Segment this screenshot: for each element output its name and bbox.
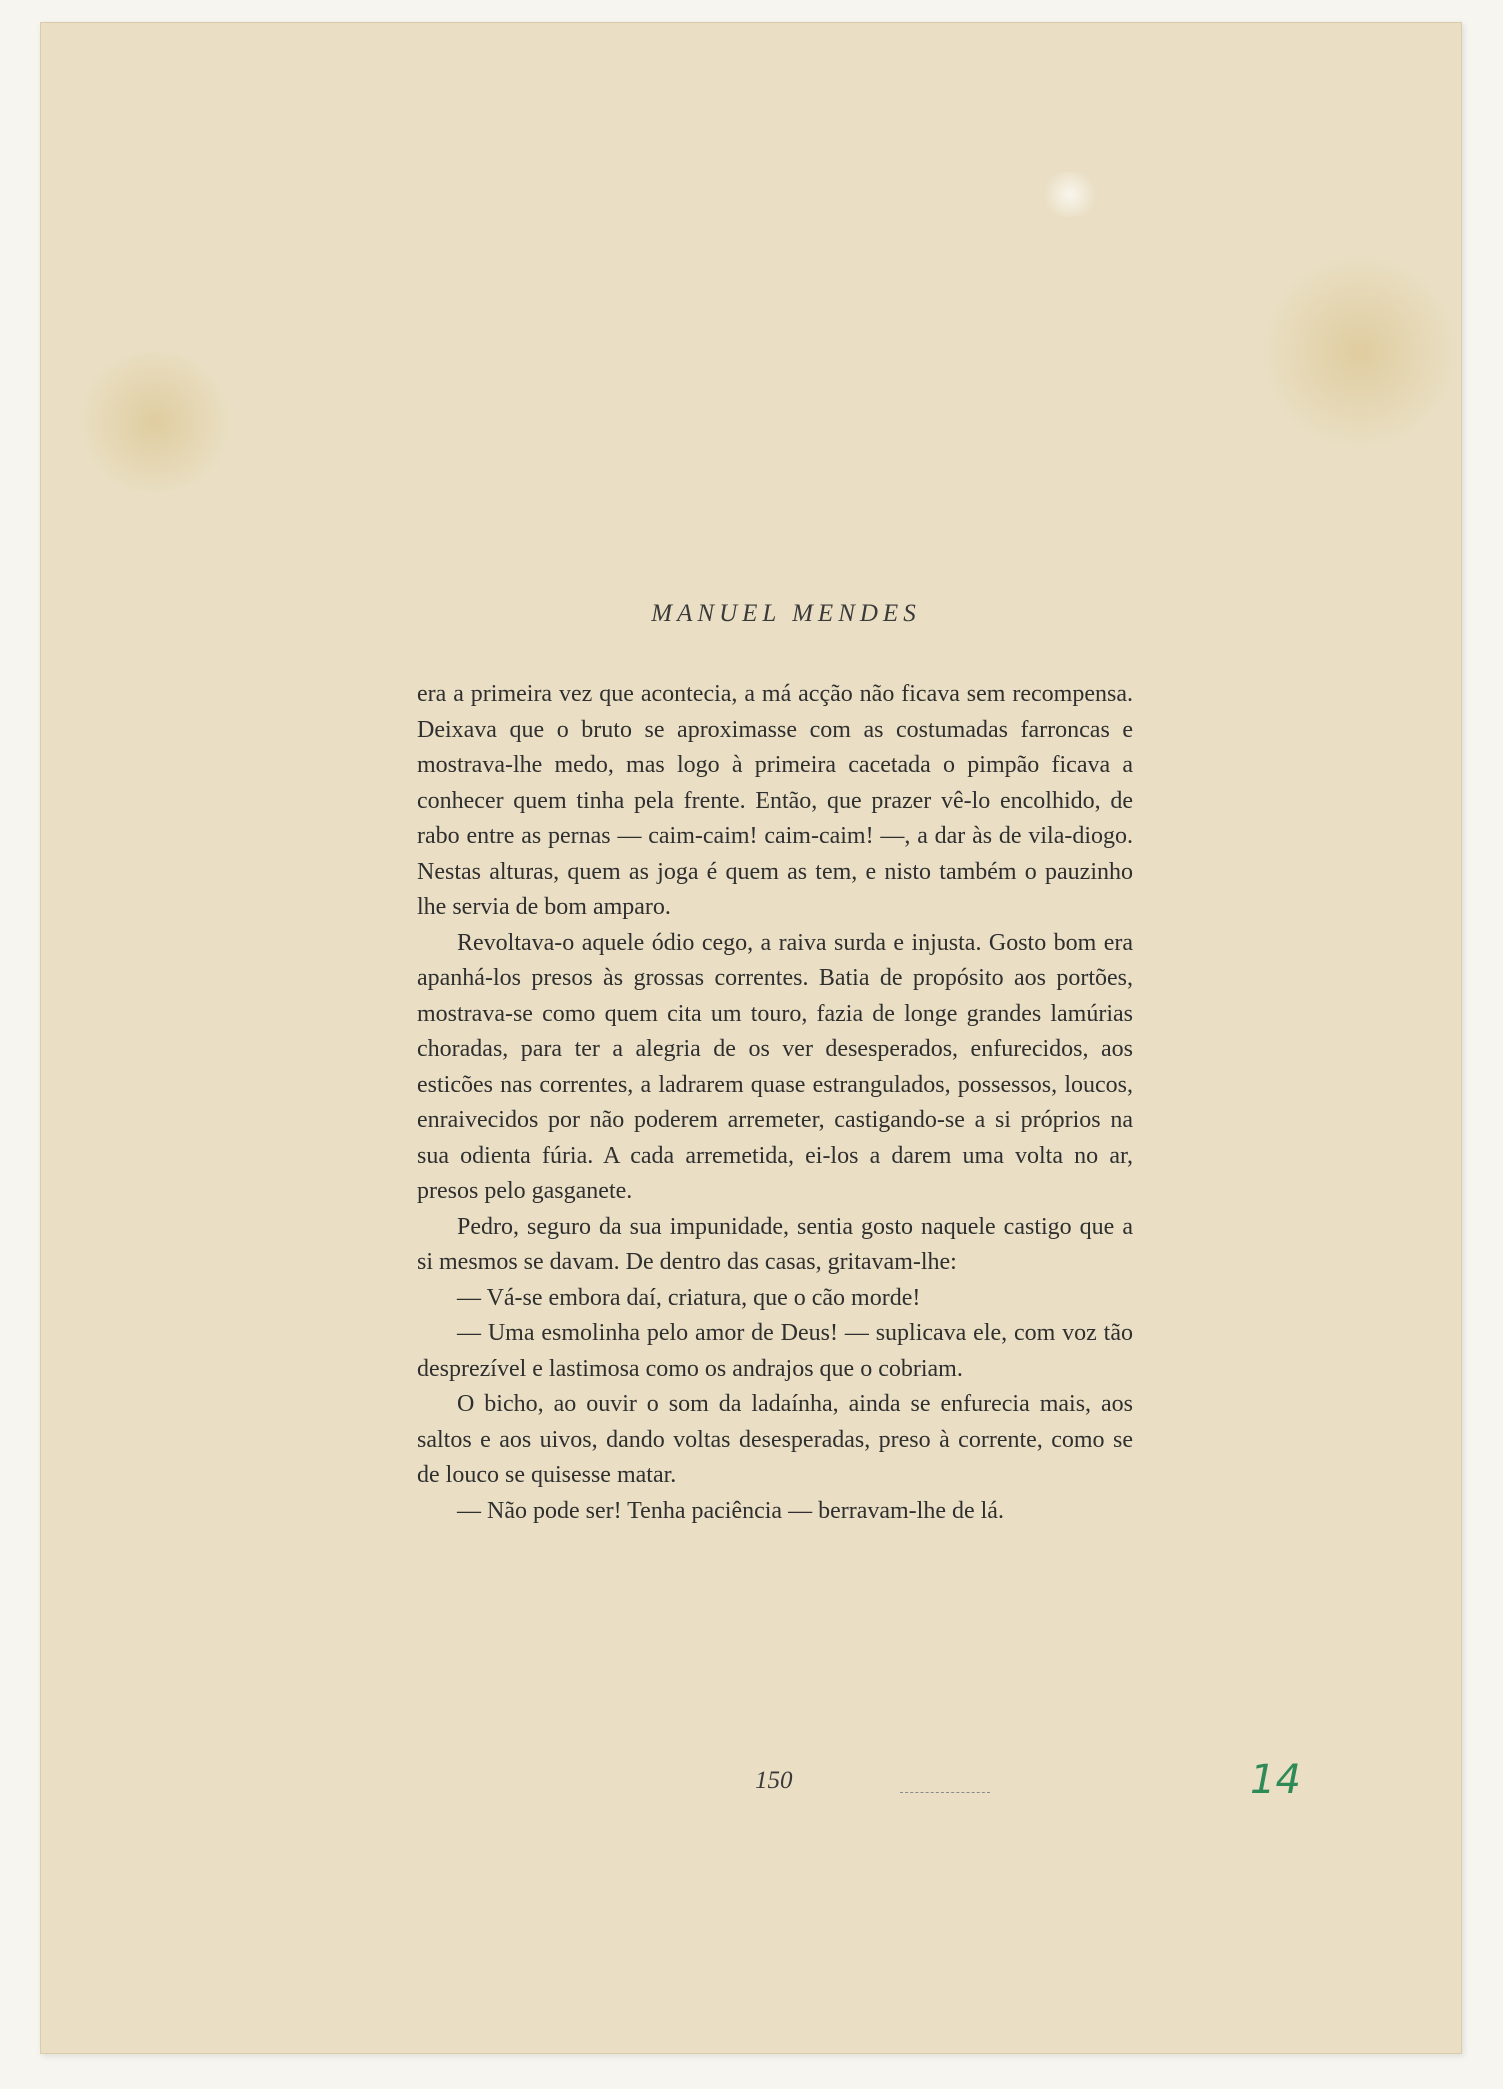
paragraph: — Vá-se embora daí, criatura, que o cão morde! [457, 1284, 921, 1311]
paragraph: — Uma esmolinha pelo amor de Deus! — suplicava ele, com voz tão desprezível e lastimosa como os andrajos que o cobriam. [417, 1320, 1133, 1382]
paper-stain [1260, 252, 1460, 452]
paragraph: — Não pode ser! Tenha paciência — berravam-lhe de lá. [457, 1497, 1004, 1524]
paragraph: O bicho, ao ouvir o som da ladaínha, ainda se enfurecia mais, aos saltos e aos uivos, dando voltas desesperadas, preso à corrente, como se de louco se quisesse matar. [417, 1391, 1133, 1488]
page-number: 150 [755, 1767, 793, 1794]
divider [900, 1792, 990, 1793]
handwritten-note: 14 [1250, 1757, 1301, 1803]
running-header: MANUEL MENDES [651, 600, 921, 627]
paper-stain [70, 352, 240, 492]
paragraph: era a primeira vez que acontecia, a má acção não ficava sem recompensa. Deixava que o bruto se aproximasse com as costumadas farroncas e mostrava-lhe medo, mas logo à primeira cacetada o pimpão ficava a conhecer quem tinha pela frente. Então, que prazer vê-lo encolhido, de rabo entre as pernas — caim-caim! caim-caim! —, a dar às de vila-diogo. Nestas alturas, quem as joga é quem as tem, e nisto também o pauzinho lhe servia de bom amparo. [417, 681, 1133, 920]
document-page [40, 22, 1462, 2054]
paragraph: Revoltava-o aquele ódio cego, a raiva surda e injusta. Gosto bom era apanhá-los presos às grossas correntes. Batia de propósito aos portões, mostrava-se como quem cita um touro, fazia de longe grandes lamúrias choradas, para ter a alegria de os ver desesperados, enfurecidos, aos esticões nas correntes, a ladrarem quase estrangulados, possessos, loucos, enraivecidos por não poderem arremeter, castigando-se a si próprios na sua odienta fúria. A cada arremetida, ei-los a darem uma volta no ar, presos pelo gasganete. [417, 929, 1133, 1204]
paper-stain [1040, 172, 1100, 217]
paragraph: Pedro, seguro da sua impunidade, sentia gosto naquele castigo que a si mesmos se davam. De dentro das casas, gritavam-lhe: [417, 1213, 1133, 1275]
body-text [417, 677, 1133, 1529]
